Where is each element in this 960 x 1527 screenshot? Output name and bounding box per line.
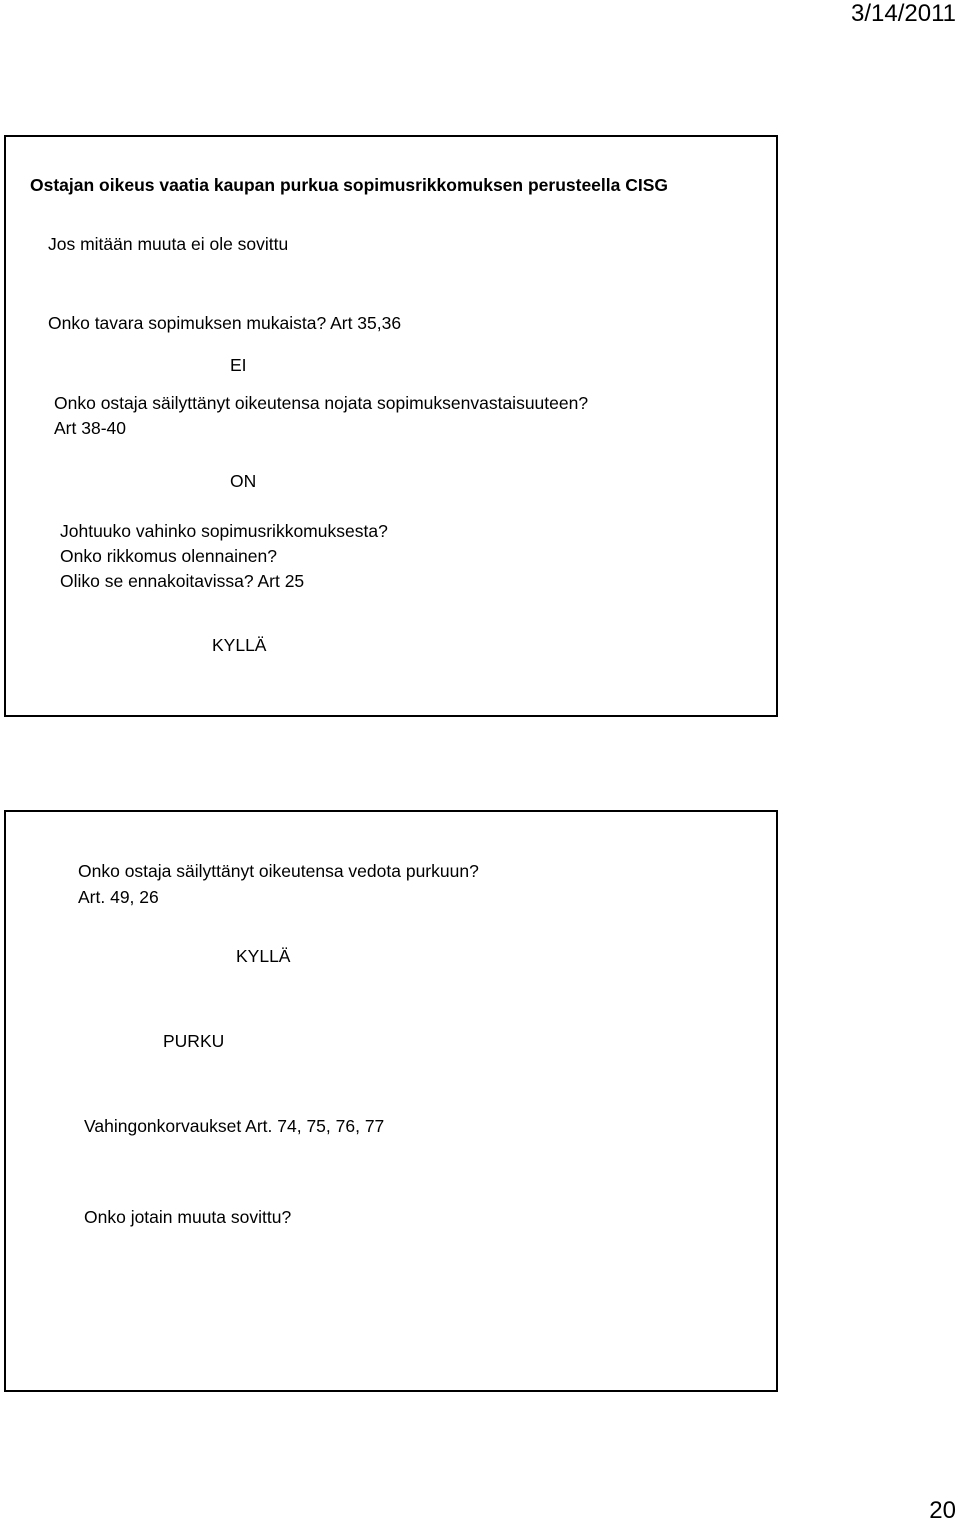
breach-fundamental-question: Onko rikkomus olennainen? bbox=[60, 546, 277, 566]
other-agreement-question: Onko jotain muuta sovittu? bbox=[84, 1207, 292, 1227]
foreseeability-question: Oliko se ennakoitavissa? Art 25 bbox=[60, 571, 305, 591]
page-number: 20 bbox=[929, 1497, 956, 1524]
answer-on: ON bbox=[230, 471, 257, 491]
answer-kylla: KYLLÄ bbox=[212, 635, 267, 655]
damage-cause-question: Johtuuko vahinko sopimusrikkomuksesta? bbox=[60, 521, 388, 541]
damages-articles: Vahingonkorvaukset Art. 74, 75, 76, 77 bbox=[84, 1116, 385, 1136]
slide-title: Ostajan oikeus vaatia kaupan purkua sopimusrikkomuksen perusteella CISG bbox=[30, 175, 669, 195]
avoidance-right-articles: Art. 49, 26 bbox=[78, 887, 159, 907]
answer-kylla: KYLLÄ bbox=[236, 946, 291, 966]
answer-ei: EI bbox=[230, 355, 247, 375]
right-to-rely-articles: Art 38-40 bbox=[54, 418, 126, 438]
result-purku: PURKU bbox=[163, 1031, 225, 1051]
slide-lower bbox=[4, 810, 778, 1392]
agreement-condition-text: Jos mitään muuta ei ole sovittu bbox=[48, 234, 289, 254]
right-to-rely-question: Onko ostaja säilyttänyt oikeutensa nojata sopimuksenvastaisuuteen? bbox=[54, 393, 589, 413]
conformity-question: Onko tavara sopimuksen mukaista? Art 35,36 bbox=[48, 313, 402, 333]
avoidance-right-question: Onko ostaja säilyttänyt oikeutensa vedota purkuun? bbox=[78, 861, 479, 881]
date-header: 3/14/2011 bbox=[851, 0, 956, 27]
slide-upper bbox=[4, 135, 778, 717]
